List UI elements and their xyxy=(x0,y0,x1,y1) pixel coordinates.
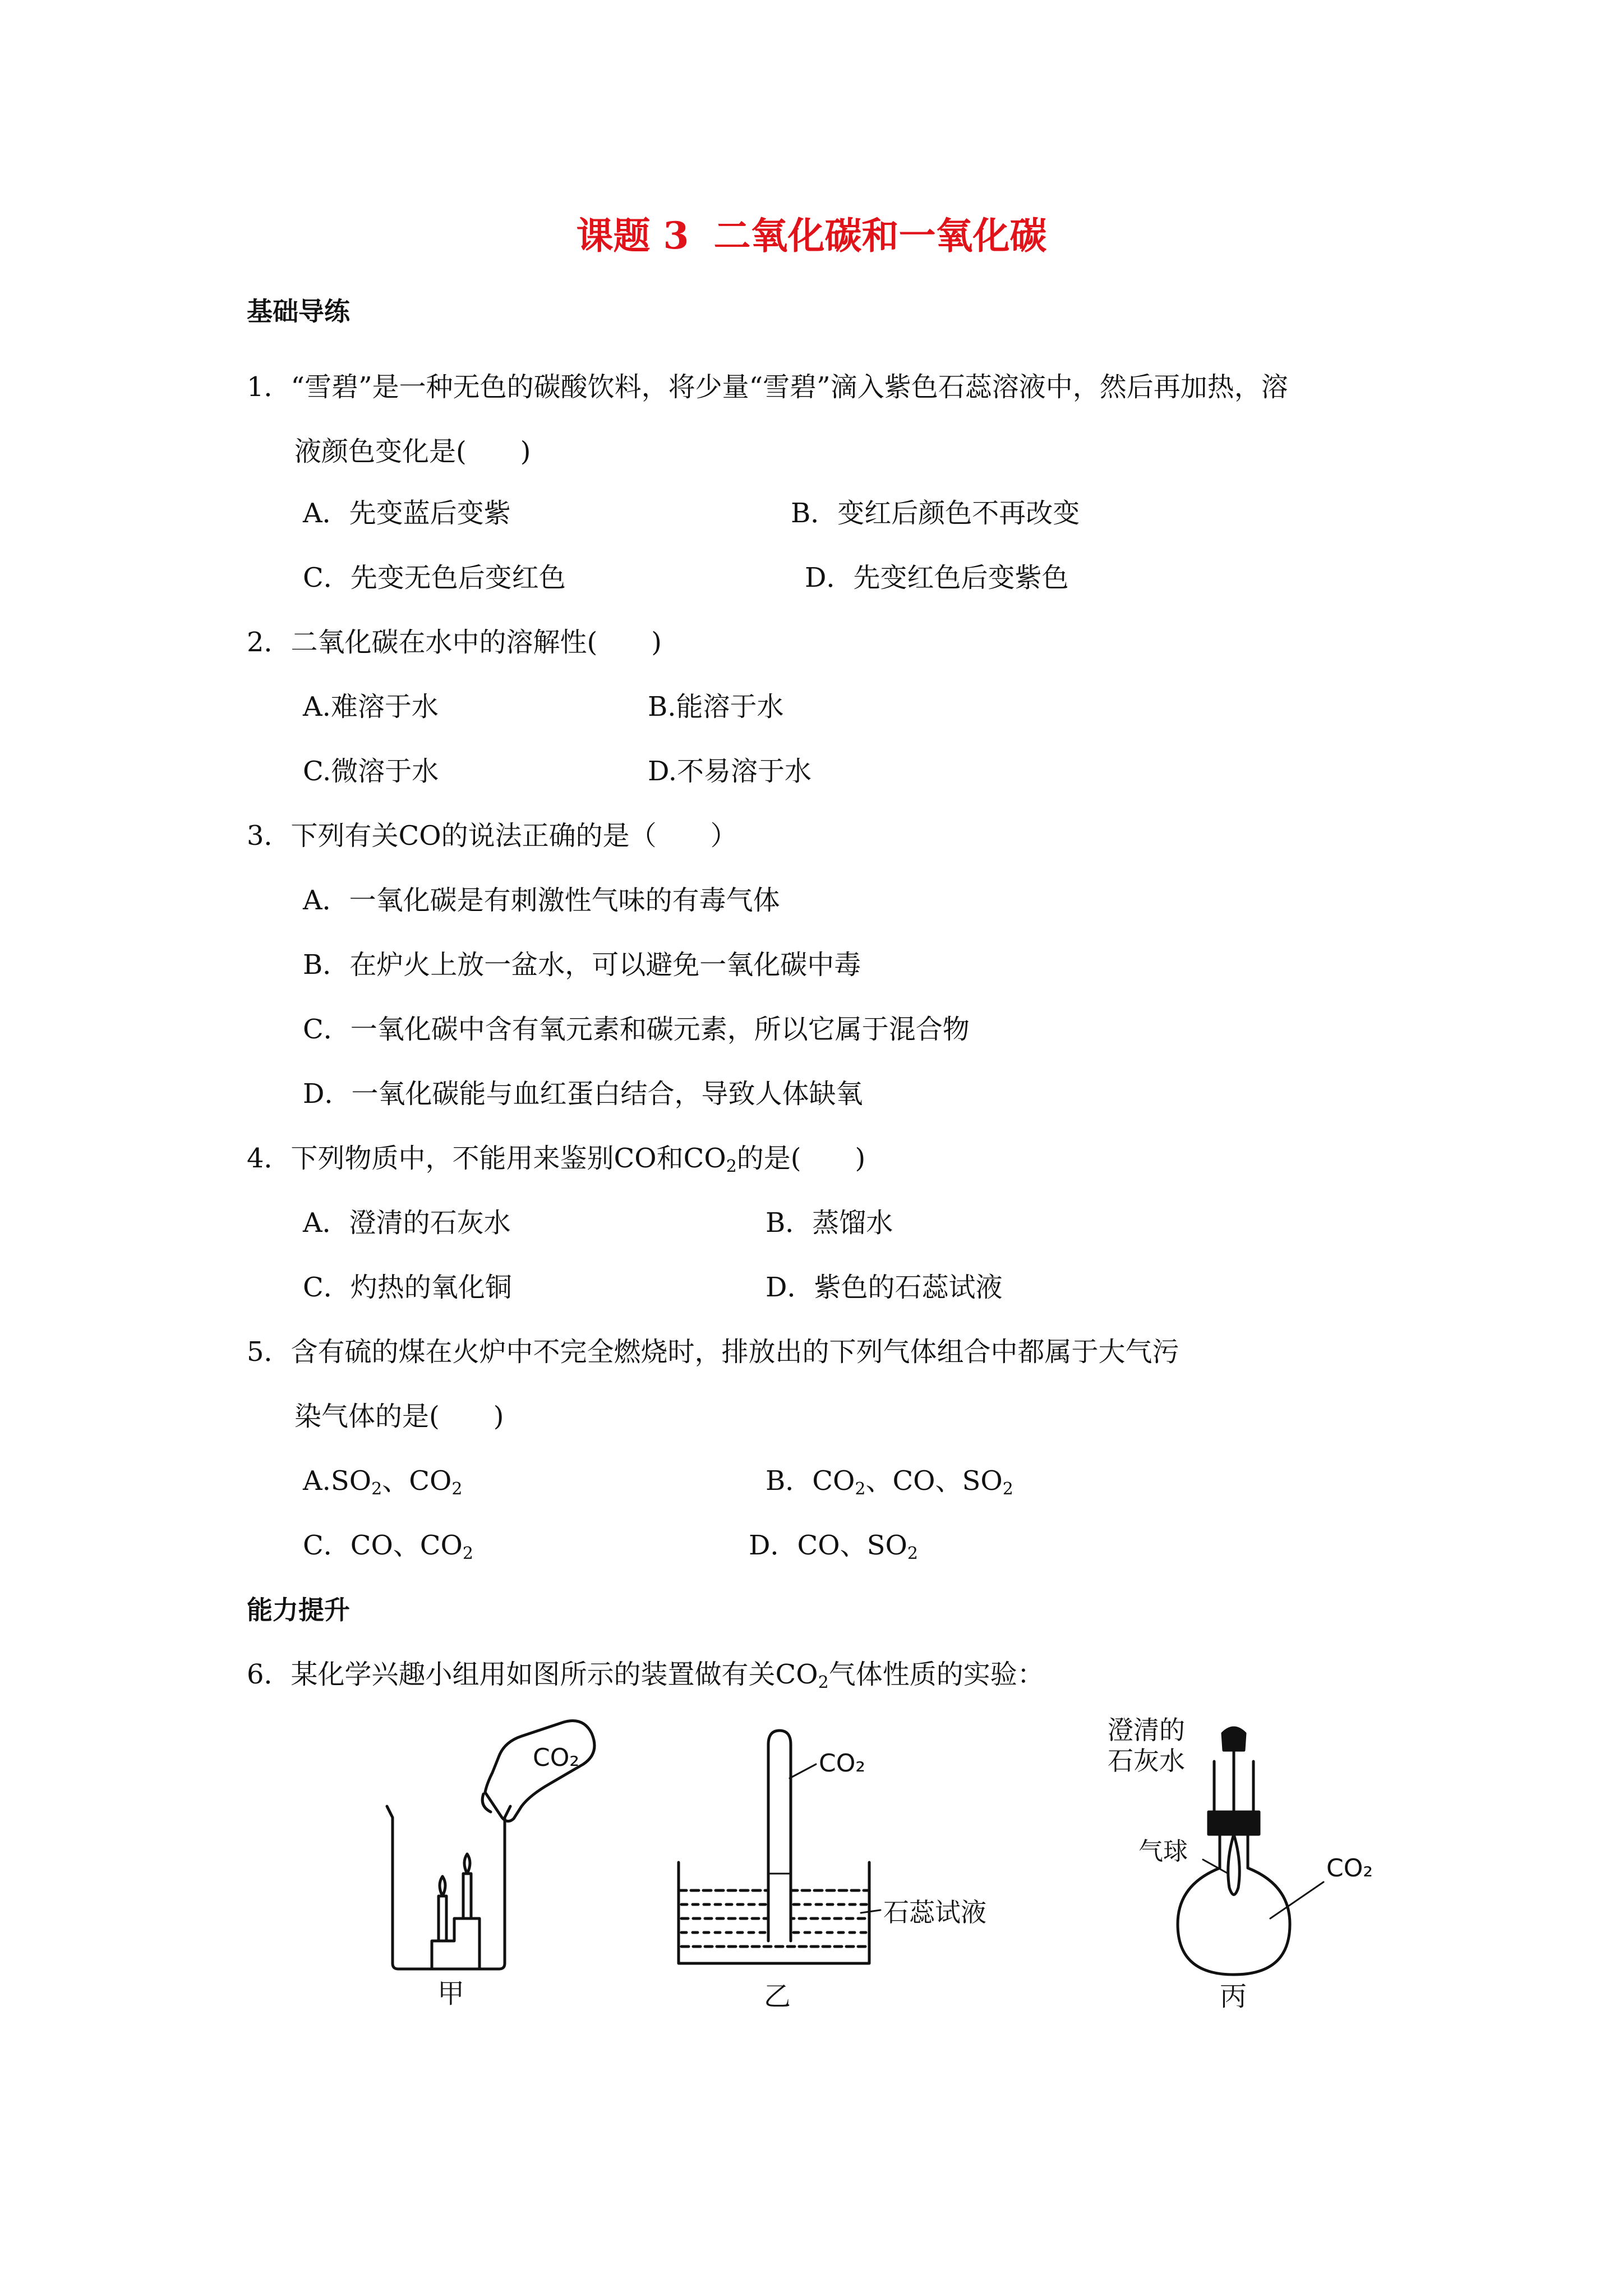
yi-gas-label: CO₂ xyxy=(819,1749,865,1778)
jia-label: 甲 xyxy=(437,1978,465,2009)
q5-option-c xyxy=(303,1529,473,1562)
q4-option-b: B．蒸馏水 xyxy=(766,1207,893,1239)
experiment-figures xyxy=(336,1700,1419,2014)
jia-bottle-label: CO₂ xyxy=(533,1743,579,1772)
q4-option-d: D．紫色的石蕊试液 xyxy=(766,1272,1003,1303)
page-title xyxy=(0,213,1623,258)
q2-option-c: C.微溶于水 xyxy=(303,756,439,787)
q4-stem-pre: 4．下列物质中，不能用来鉴别CO和CO xyxy=(247,1143,726,1174)
q6-stem xyxy=(247,1658,1044,1691)
q1-option-a: A．先变蓝后变紫 xyxy=(303,498,511,529)
bing-stopper xyxy=(1209,1812,1259,1834)
q3-option-a: A．一氧化碳是有刺激性气味的有毒气体 xyxy=(303,885,780,916)
q4-option-a: A．澄清的石灰水 xyxy=(303,1207,511,1239)
q4-stem xyxy=(247,1142,865,1175)
q4-option-c: C．灼热的氧化铜 xyxy=(303,1272,512,1303)
q5-a-sub1: 2 xyxy=(371,1479,382,1499)
q3-option-b: B．在炉火上放一盆水，可以避免一氧化碳中毒 xyxy=(303,949,861,981)
yi-gas-pointer xyxy=(790,1764,816,1778)
jia-candle-low xyxy=(439,1896,446,1941)
bing-balloon xyxy=(1228,1834,1239,1895)
q2-option-b: B.能溶于水 xyxy=(648,691,784,723)
bing-label: 丙 xyxy=(1220,1981,1247,2012)
title-name: 二氧化碳和一氧化碳 xyxy=(713,214,1047,257)
q5-b-pre: B．CO xyxy=(766,1465,855,1497)
q5-b-mid: 、CO、SO xyxy=(865,1465,1003,1497)
title-topic: 课题 3 xyxy=(576,214,689,257)
q6-stem-sub: 2 xyxy=(818,1673,829,1692)
q5-c-sub: 2 xyxy=(462,1544,473,1563)
bing-limewater-label-1: 澄清的 xyxy=(1108,1715,1185,1745)
q3-stem: 3．下列有关CO的说法正确的是（ ） xyxy=(247,820,737,852)
q5-option-a xyxy=(303,1464,462,1498)
jia-candle-high xyxy=(463,1874,471,1918)
q1-option-d: D．先变红色后变紫色 xyxy=(805,562,1069,593)
q2-option-a: A.难溶于水 xyxy=(303,691,439,723)
section-advanced: 能力提升 xyxy=(247,1595,350,1625)
q4-stem-sub: 2 xyxy=(726,1157,737,1176)
q5-b-sub2: 2 xyxy=(1002,1479,1013,1499)
q6-stem-post: 气体性质的实验： xyxy=(828,1659,1044,1690)
q5-a-sub2: 2 xyxy=(451,1479,463,1499)
jia-flame-high xyxy=(464,1854,470,1874)
yi-tube xyxy=(768,1731,791,1941)
q2-option-d: D.不易溶于水 xyxy=(648,756,812,787)
yi-label: 乙 xyxy=(764,1981,791,2012)
jia-flame-low xyxy=(440,1876,445,1896)
bing-balloon-pointer xyxy=(1203,1860,1228,1874)
figure-yi xyxy=(679,1731,986,2012)
q1-option-b: B．变红后颜色不再改变 xyxy=(791,498,1080,529)
q1-stem-line1: 1．“雪碧”是一种无色的碳酸饮料，将少量“雪碧”滴入紫色石蕊溶液中，然后再加热，溶 xyxy=(247,371,1288,403)
q5-d-pre: D．CO、SO xyxy=(749,1530,907,1561)
bing-gas-label: CO₂ xyxy=(1326,1854,1373,1883)
q5-a-mid: 、CO xyxy=(382,1465,452,1497)
q5-a-pre: A.SO xyxy=(303,1465,372,1497)
jia-beaker xyxy=(387,1806,510,1969)
yi-liquid-label: 石蕊试液 xyxy=(883,1897,986,1927)
q5-option-b xyxy=(766,1464,1013,1498)
q5-stem-line1: 5．含有硫的煤在火炉中不完全燃烧时，排放出的下列气体组合中都属于大气污 xyxy=(247,1336,1179,1368)
bing-balloon-label: 气球 xyxy=(1138,1837,1188,1866)
q5-option-d xyxy=(749,1529,918,1562)
q5-stem-line2: 染气体的是( ) xyxy=(294,1401,504,1432)
q4-stem-post: 的是( ) xyxy=(736,1143,866,1174)
q5-c-pre: C．CO、CO xyxy=(303,1530,463,1561)
q1-stem-line2: 液颜色变化是( ) xyxy=(294,436,531,467)
figure-bing xyxy=(1108,1715,1373,2012)
figure-jia xyxy=(387,1721,594,2010)
q1-option-c: C．先变无色后变红色 xyxy=(303,562,566,593)
q3-option-c: C．一氧化碳中含有氧元素和碳元素，所以它属于混合物 xyxy=(303,1014,970,1045)
q5-d-sub: 2 xyxy=(907,1544,918,1563)
section-basic: 基础导练 xyxy=(247,296,350,326)
bing-limewater-label-2: 石灰水 xyxy=(1108,1746,1185,1776)
q6-stem-pre: 6．某化学兴趣小组用如图所示的装置做有关CO xyxy=(247,1659,818,1690)
q5-b-sub1: 2 xyxy=(855,1479,866,1499)
q3-option-d: D．一氧化碳能与血红蛋白结合，导致人体缺氧 xyxy=(303,1078,863,1110)
bing-flask xyxy=(1178,1834,1290,1975)
bing-dropper-bulb xyxy=(1223,1728,1245,1750)
q2-stem: 2．二氧化碳在水中的溶解性( ) xyxy=(247,627,662,658)
